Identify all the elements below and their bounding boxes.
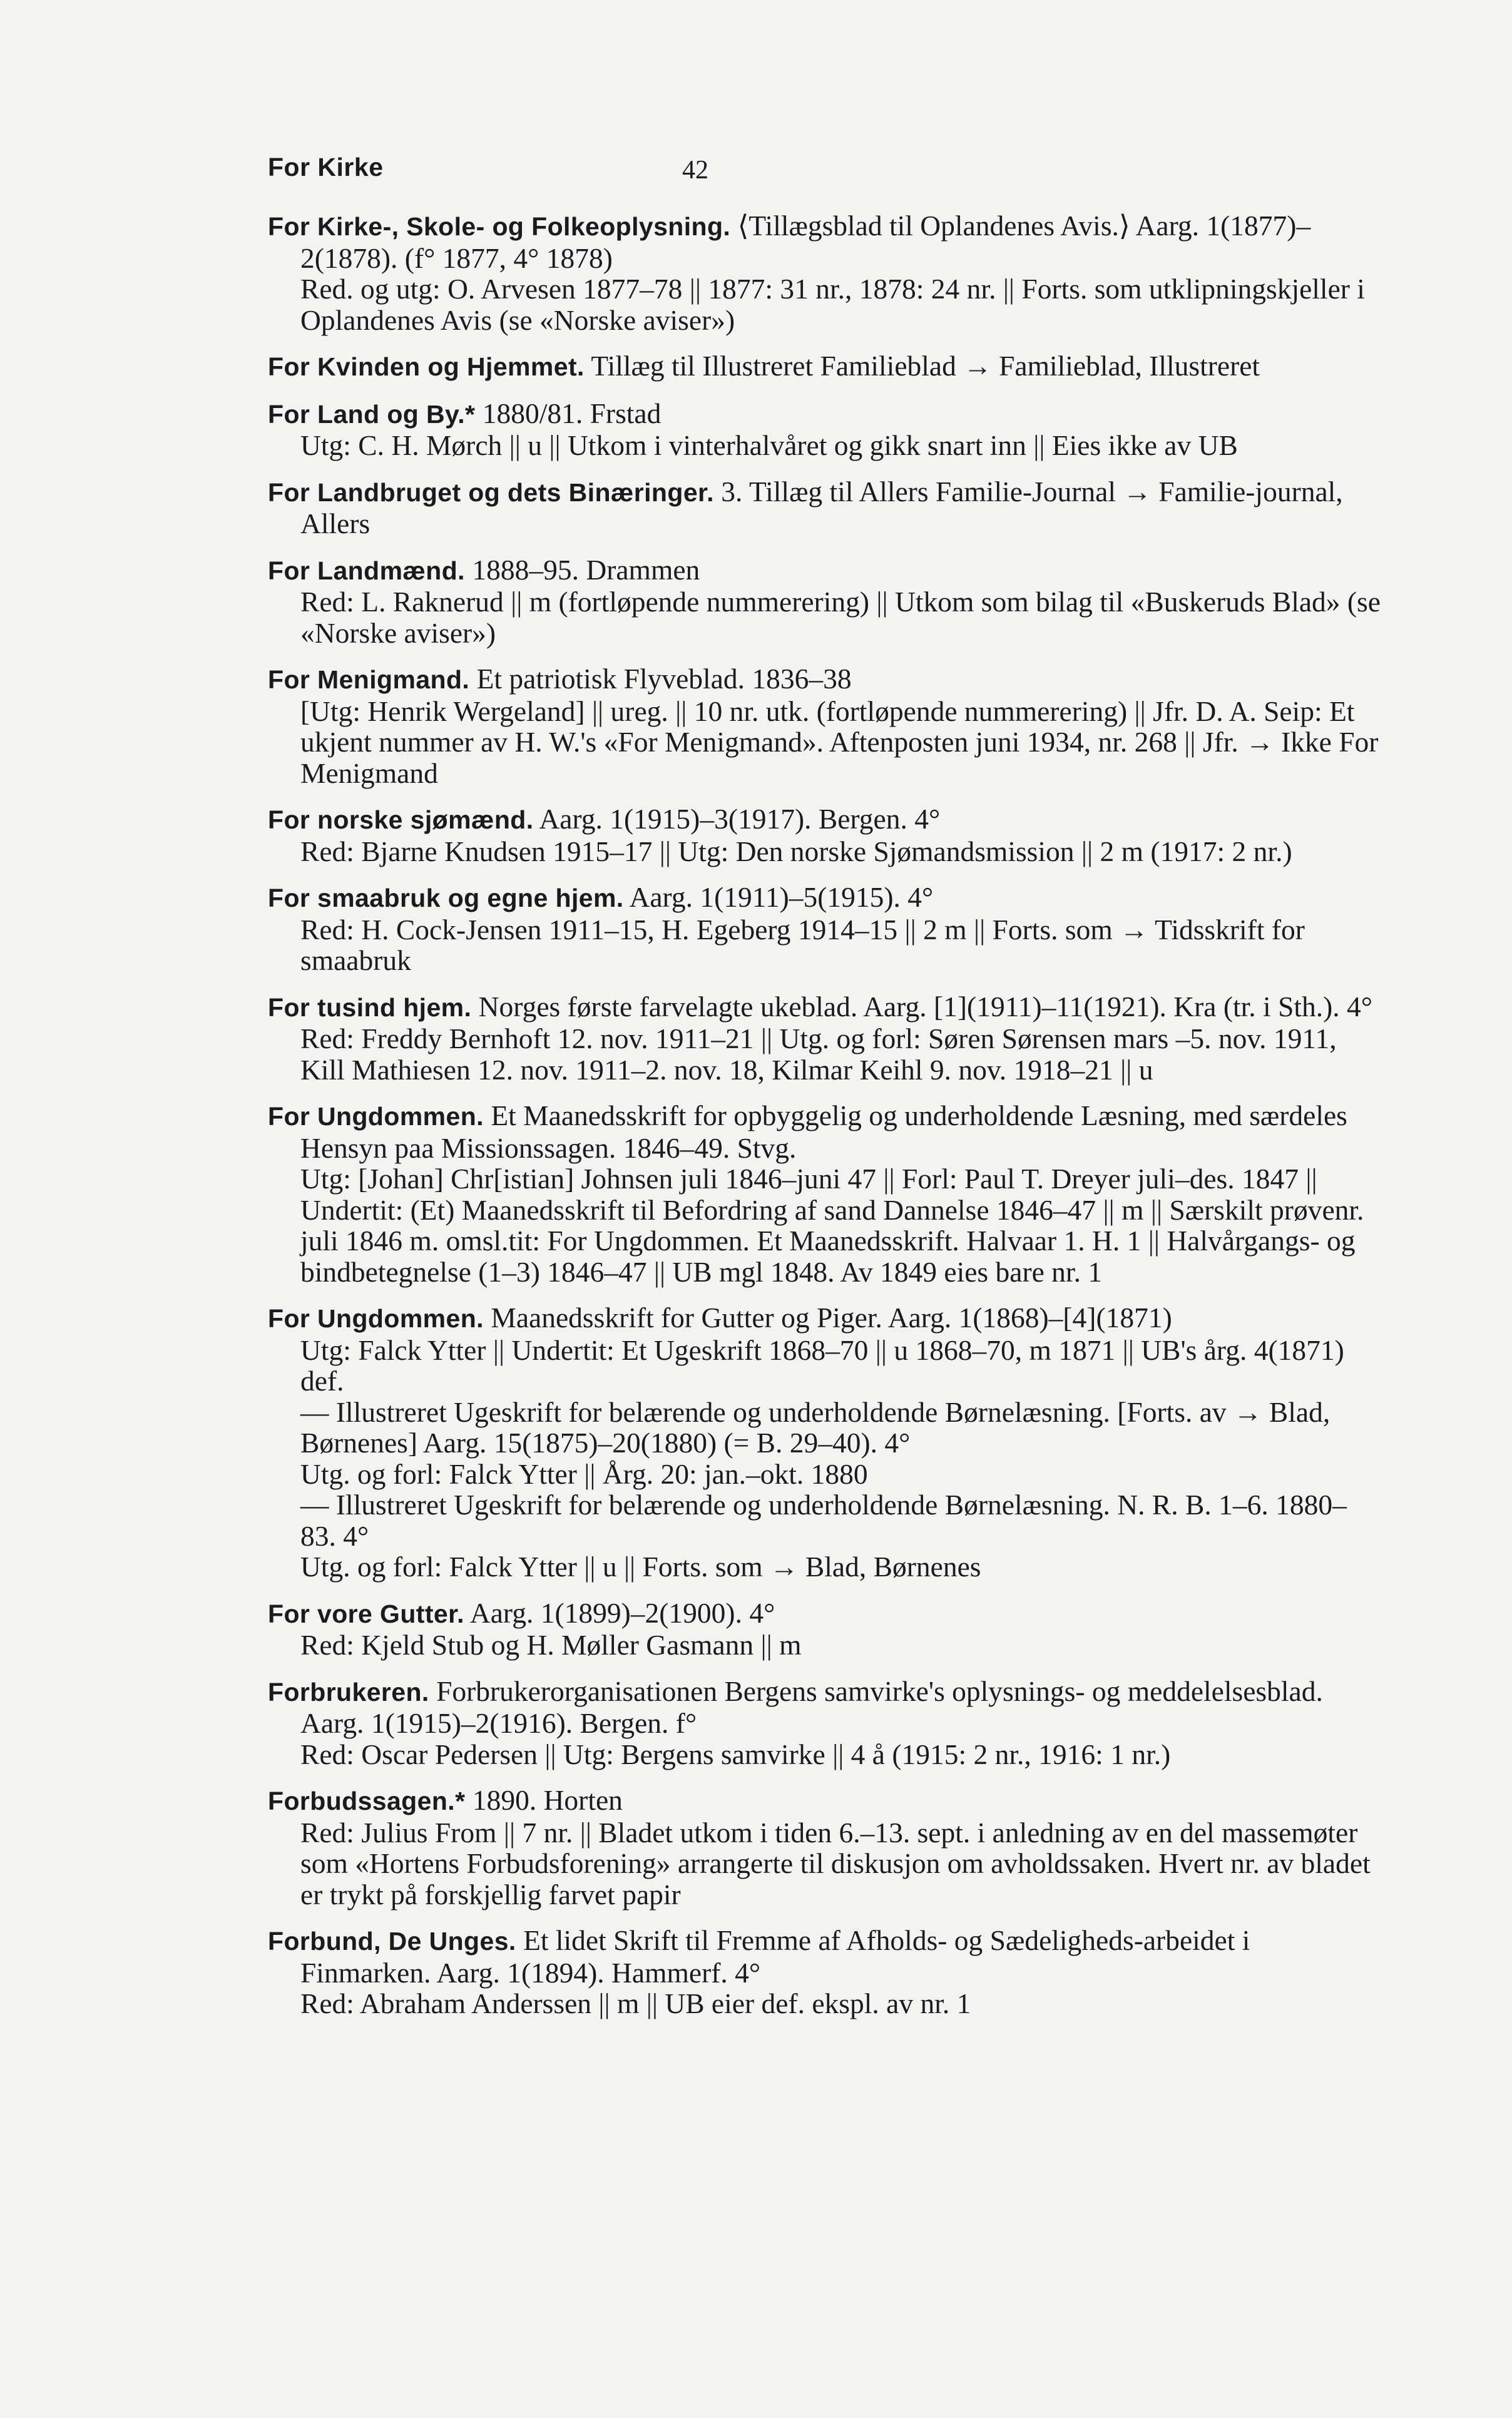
entry-description: Aarg. 1(1899)–2(1900). 4° <box>469 1596 775 1629</box>
entry-first-line <box>268 1924 1381 1989</box>
entry-detail-line: Red: Freddy Bernhoft 12. nov. 1911–21 || Utg. og forl: Søren Sørensen mars –5. nov. 1911, Kill Mathiesen 12. nov. 1911–2. nov. 18, Kilmar Keihl 9. nov. 1918–21 || u <box>300 1023 1337 1086</box>
entry-detail-line: — Illustreret Ugeskrift for belærende og underholdende Børnelæsning. N. R. B. 1–6. 1880–83. 4° <box>300 1489 1347 1552</box>
entry-description: Tillæg til Illustreret Familieblad → Familieblad, Illustreret <box>591 350 1260 382</box>
entry-detail-line: Utg. og forl: Falck Ytter || u || Forts. som → Blad, Børnenes <box>300 1551 981 1583</box>
entry-first-line <box>268 1675 1381 1739</box>
catalog-entry <box>268 476 1381 539</box>
entry-detail-line: Utg: [Johan] Chr[istian] Johnsen juli 1846–juni 47 || Forl: Paul T. Dreyer juli–des. 1847 || Undertit: (Et) Maanedsskrift til Befordring af sand Dannelse 1846–47 || m || Særskilt prøvenr. juli 1846 m. omsl.tit: For Ungdommen. Et Maanedsskrift. Halvaar 1. H. 1 || Halvårgangs- og bindbetegnelse (1–3) 1846–47 || UB mgl 1848. Av 1849 eies bare nr. 1 <box>300 1163 1364 1288</box>
entry-detail-line: Red: Kjeld Stub og H. Møller Gasmann || m <box>300 1629 802 1661</box>
entry-headword: For Kirke-, Skole- og Folkeoplysning. <box>268 212 731 241</box>
entry-first-line <box>268 803 1381 836</box>
entry-detail-line: [Utg: Henrik Wergeland] || ureg. || 10 nr. utk. (fortløpende nummerering) || Jfr. D. A. Seip: Et ukjent nummer av H. W.'s «For Menigmand». Aftenposten juni 1934, nr. 268 || Jfr. → Ikke For Menigmand <box>300 695 1379 789</box>
catalog-entry <box>268 210 1381 335</box>
entry-description: Et patriotisk Flyveblad. 1836–38 <box>476 663 852 695</box>
entry-description: 1880/81. Frstad <box>482 397 662 429</box>
entry-description: 1890. Horten <box>472 1784 623 1816</box>
entry-description: Aarg. 1(1915)–3(1917). Bergen. 4° <box>539 803 941 835</box>
entry-first-line <box>268 553 1381 587</box>
entry-headword: Forbrukeren. <box>268 1677 429 1706</box>
entry-first-line <box>268 210 1381 274</box>
catalog-entry <box>268 1785 1381 1910</box>
entry-detail-line: — Illustreret Ugeskrift for belærende og underholdende Børnelæsning. [Forts. av → Blad, Børnenes] Aarg. 15(1875)–20(1880) (= B. 29–40). 4° <box>300 1395 1331 1459</box>
catalog-entry <box>268 350 1381 383</box>
entry-detail-line: Red: Abraham Anderssen || m || UB eier def. ekspl. av nr. 1 <box>300 1987 971 2019</box>
entry-headword: For norske sjømænd. <box>268 805 534 834</box>
entry-first-line <box>268 397 1381 431</box>
entry-first-line <box>268 990 1381 1024</box>
entry-first-line <box>268 663 1381 696</box>
entry-description: Aarg. 1(1911)–5(1915). 4° <box>629 881 934 913</box>
entry-headword: For tusind hjem. <box>268 992 472 1022</box>
entry-description: Maanedsskrift for Gutter og Piger. Aarg. 1(1868)–[4](1871) <box>491 1302 1172 1334</box>
entry-headword: For Landmænd. <box>268 556 465 585</box>
entry-detail-line: Utg. og forl: Falck Ytter || Årg. 20: jan.–okt. 1880 <box>300 1457 868 1490</box>
catalog-entry <box>268 554 1381 649</box>
entry-headword: Forbudssagen.* <box>268 1787 466 1815</box>
entry-headword: For Kvinden og Hjemmet. <box>268 352 585 381</box>
entry-headword: Forbund, De Unges. <box>268 1927 516 1956</box>
entry-first-line <box>268 475 1381 539</box>
entry-description: Et Maanedsskrift for opbyggelig og underholdende Læsning, med særdeles Hensyn paa Missionssagen. 1846–49. Stvg. <box>300 1099 1347 1164</box>
entry-detail-line: Red: H. Cock-Jensen 1911–15, H. Egeberg 1914–15 || 2 m || Forts. som → Tidsskrift for smaabruk <box>300 913 1305 976</box>
entry-detail-line: Utg: Falck Ytter || Undertit: Et Ugeskrift 1868–70 || u 1868–70, m 1871 || UB's årg. 4(1871) def. <box>300 1334 1344 1397</box>
entry-detail-line: Red. og utg: O. Arvesen 1877–78 || 1877: 31 nr., 1878: 24 nr. || Forts. som utklipningskjeller i Oplandenes Avis (se «Norske aviser») <box>300 273 1365 336</box>
catalog-entry <box>268 803 1381 867</box>
entry-description: Forbrukerorganisationen Bergens samvirke's oplysnings- og meddelelsesblad. Aarg. 1(1915)–2(1916). Bergen. f° <box>300 1675 1323 1739</box>
catalog-entry <box>268 1302 1381 1583</box>
catalog-entry <box>268 1598 1381 1661</box>
entry-headword: For Landbruget og dets Binæringer. <box>268 477 714 507</box>
entry-headword: For Land og By.* <box>268 399 476 429</box>
catalog-entry <box>268 882 1381 976</box>
entry-description: Et lidet Skrift til Fremme af Afholds- og Sædeligheds-arbeidet i Finmarken. Aarg. 1(1894). Hammerf. 4° <box>300 1924 1250 1989</box>
entry-detail-line: Red: Bjarne Knudsen 1915–17 || Utg: Den norske Sjømandsmission || 2 m (1917: 2 nr.) <box>300 835 1292 867</box>
entry-first-line <box>268 1099 1381 1164</box>
entry-detail-line: Utg: C. H. Mørch || u || Utkom i vinterhalvåret og gikk snart inn || Eies ikke av UB <box>300 429 1238 461</box>
page-number: 42 <box>682 156 708 185</box>
entry-description: ⟨Tillægsblad til Oplandenes Avis.⟩ Aarg. 1(1877)–2(1878). (f° 1877, 4° 1878) <box>300 210 1311 274</box>
catalog-entry <box>268 991 1381 1086</box>
entry-first-line <box>268 1302 1381 1335</box>
entry-headword: For smaabruk og egne hjem. <box>268 884 624 912</box>
entry-first-line <box>268 1596 1381 1630</box>
catalog-entry <box>268 1676 1381 1770</box>
entry-description: 3. Tillæg til Allers Familie-Journal → Familie-journal, Allers <box>300 475 1343 539</box>
running-head: For Kirke <box>268 153 384 181</box>
entry-description: Norges første farvelagte ukeblad. Aarg. [1](1911)–11(1921). Kra (tr. i Sth.). 4° <box>478 990 1372 1023</box>
catalog-entry <box>268 1100 1381 1287</box>
entry-detail-line: Red: L. Raknerud || m (fortløpende nummerering) || Utkom som bilag til «Buskeruds Blad» (se «Norske aviser») <box>300 586 1381 649</box>
entry-headword: For vore Gutter. <box>268 1599 464 1628</box>
catalog-entry <box>268 398 1381 461</box>
entry-list <box>268 210 1381 2034</box>
entry-detail-line: Red: Oscar Pedersen || Utg: Bergens samvirke || 4 å (1915: 2 nr., 1916: 1 nr.) <box>300 1738 1171 1770</box>
entry-headword: For Menigmand. <box>268 665 470 694</box>
entry-headword: For Ungdommen. <box>268 1304 484 1333</box>
entry-first-line <box>268 1784 1381 1817</box>
entry-description: 1888–95. Drammen <box>472 553 700 586</box>
catalog-entry <box>268 663 1381 788</box>
entry-detail-line: Red: Julius From || 7 nr. || Bladet utkom i tiden 6.–13. sept. i anledning av en del massemøter som «Hortens Forbudsforening» arrangerte til diskusjon om avholdssaken. Hvert nr. av bladet er trykt på forskjellig farvet papir <box>300 1816 1371 1910</box>
entry-first-line <box>268 350 1381 383</box>
entry-first-line <box>268 881 1381 914</box>
entry-headword: For Ungdommen. <box>268 1102 484 1131</box>
page-header <box>268 153 1374 190</box>
catalog-entry <box>268 1925 1381 2019</box>
